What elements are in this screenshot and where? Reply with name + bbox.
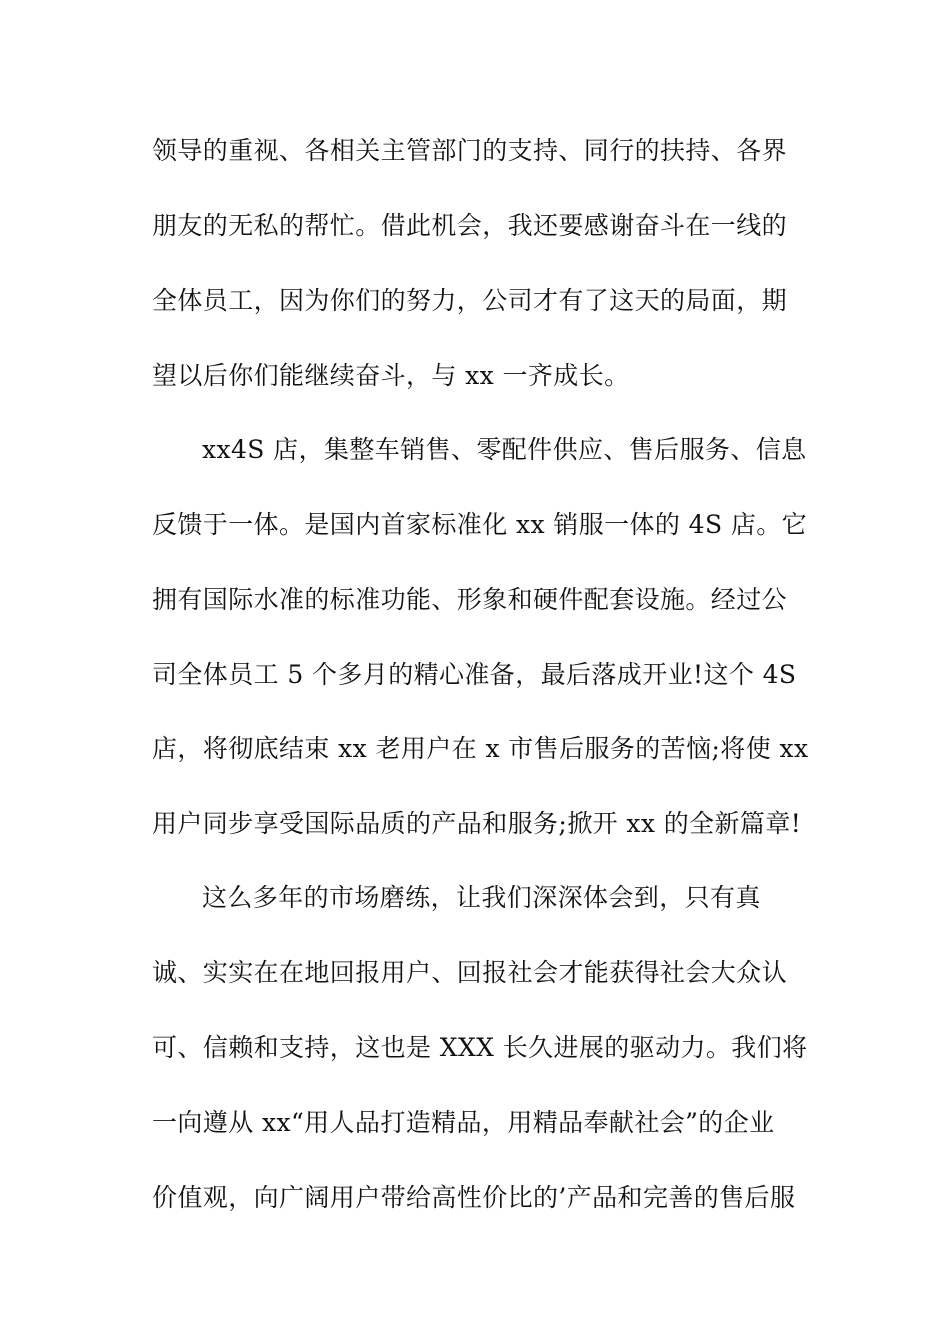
text-line: 可、信赖和支持，这也是 XXX 长久进展的驱动力。我们将 xyxy=(152,1033,808,1062)
text-line: 朋友的无私的帮忙。借此机会，我还要感谢奋斗在一线的 xyxy=(152,211,788,240)
text-line: 全体员工，因为你们的努力，公司才有了这天的局面，期 xyxy=(152,286,788,315)
text-line: 司全体员工 5 个多月的精心准备，最后落成开业!这个 4S xyxy=(152,660,797,689)
text-line: 店，将彻底结束 xx 老用户在 x 市售后服务的苦恼;将使 xx xyxy=(152,734,809,763)
paragraph-first-line: 这么多年的市场磨练，让我们深深体会到，只有真 xyxy=(202,883,761,912)
text-line: 诚、实实在在地回报用户、回报社会才能获得社会大众认 xyxy=(152,958,788,987)
text-line: 一向遵从 xx“用人品打造精品，用精品奉献社会”的企业 xyxy=(152,1108,775,1137)
paragraph-first-line: xx4S 店，集整车销售、零配件供应、售后服务、信息 xyxy=(202,435,807,464)
text-line: 拥有国际水准的标准功能、形象和硬件配套设施。经过公 xyxy=(152,585,788,614)
text-line: 价值观，向广阔用户带给高性价比的’产品和完善的售后服 xyxy=(152,1183,796,1212)
text-line: 反馈于一体。是国内首家标准化 xx 销服一体的 4S 店。它 xyxy=(152,510,808,539)
text-line: 领导的重视、各相关主管部门的支持、同行的扶持、各界 xyxy=(152,136,788,165)
text-line: 望以后你们能继续奋斗，与 xx 一齐成长。 xyxy=(152,361,630,390)
text-line: 用户同步享受国际品质的产品和服务;掀开 xx 的全新篇章! xyxy=(152,809,802,838)
